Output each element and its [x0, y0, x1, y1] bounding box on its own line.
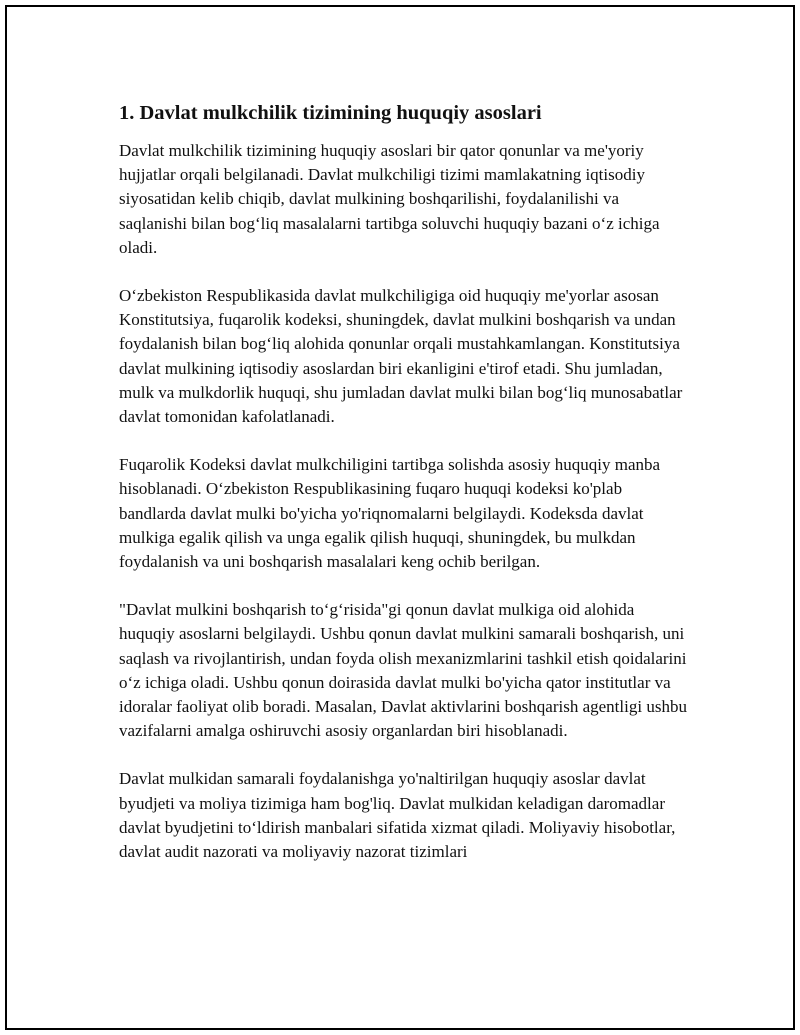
section-heading: 1. Davlat mulkchilik tizimining huquqiy asoslari: [119, 102, 542, 124]
paragraph-1: Davlat mulkchilik tizimining huquqiy asoslari bir qator qonunlar va me'yoriy hujjatlar orqali belgilanadi. Davlat mulkchiligi tizimi mamlakatning iqtisodiy siyosatidan kelib chiqib, davlat mulkining boshqarilishi, foydalanilishi va saqlanishi bilan bog‘liq masalalarni tartibga soluvchi huquqiy bazani o‘z ichiga oladi.: [119, 141, 660, 257]
document-body: [119, 99, 689, 888]
paragraph-4: "Davlat mulkini boshqarish to‘g‘risida"gi qonun davlat mulkiga oid alohida huquqiy asoslarni belgilaydi. Ushbu qonun davlat mulkini samarali boshqarish, uni saqlash va rivojlantirish, undan foyda olish mexanizmlarini tashkil etish qoidalarini o‘z ichiga oladi. Ushbu qonun doirasida davlat mulki bo'yicha qator institutlar va idoralar faoliyat olib boradi. Masalan, Davlat aktivlarini boshqarish agentligi ushbu vazifalarni amalga oshiruvchi asosiy organlardan biri hisoblanadi.: [119, 600, 687, 741]
paragraph-5: Davlat mulkidan samarali foydalanishga yo'naltirilgan huquqiy asoslar davlat byudjeti va moliya tizimiga ham bog'liq. Davlat mulkidan keladigan daromadlar davlat byudjetini to‘ldirish manbalari sifatida xizmat qiladi. Moliyaviy hisobotlar, davlat audit nazorati va moliyaviy nazorat tizimlari: [119, 769, 676, 862]
document-page: [5, 5, 795, 1030]
paragraph-2: O‘zbekiston Respublikasida davlat mulkchiligiga oid huquqiy me'yorlar asosan Konstitutsiya, fuqarolik kodeksi, shuningdek, davlat mulkini boshqarish va undan foydalanish bilan bog‘liq alohida qonunlar orqali mustahkamlangan. Konstitutsiya davlat mulkining iqtisodiy asoslardan biri ekanligini e'tirof etadi. Shu jumladan, mulk va mulkdorlik huquqi, shu jumladan davlat mulki bilan bog‘liq munosabatlar davlat tomonidan kafolatlanadi.: [119, 286, 683, 427]
paragraph-3: Fuqarolik Kodeksi davlat mulkchiligini tartibga solishda asosiy huquqiy manba hisoblanadi. O‘zbekiston Respublikasining fuqaro huquqi kodeksi ko'plab bandlarda davlat mulki bo'yicha yo'riqnomalarni belgilaydi. Kodeksda davlat mulkiga egalik qilish va unga egalik qilish huquqi, shuningdek, bu mulkdan foydalanish va uni boshqarish masalalari keng ochib berilgan.: [119, 455, 661, 572]
